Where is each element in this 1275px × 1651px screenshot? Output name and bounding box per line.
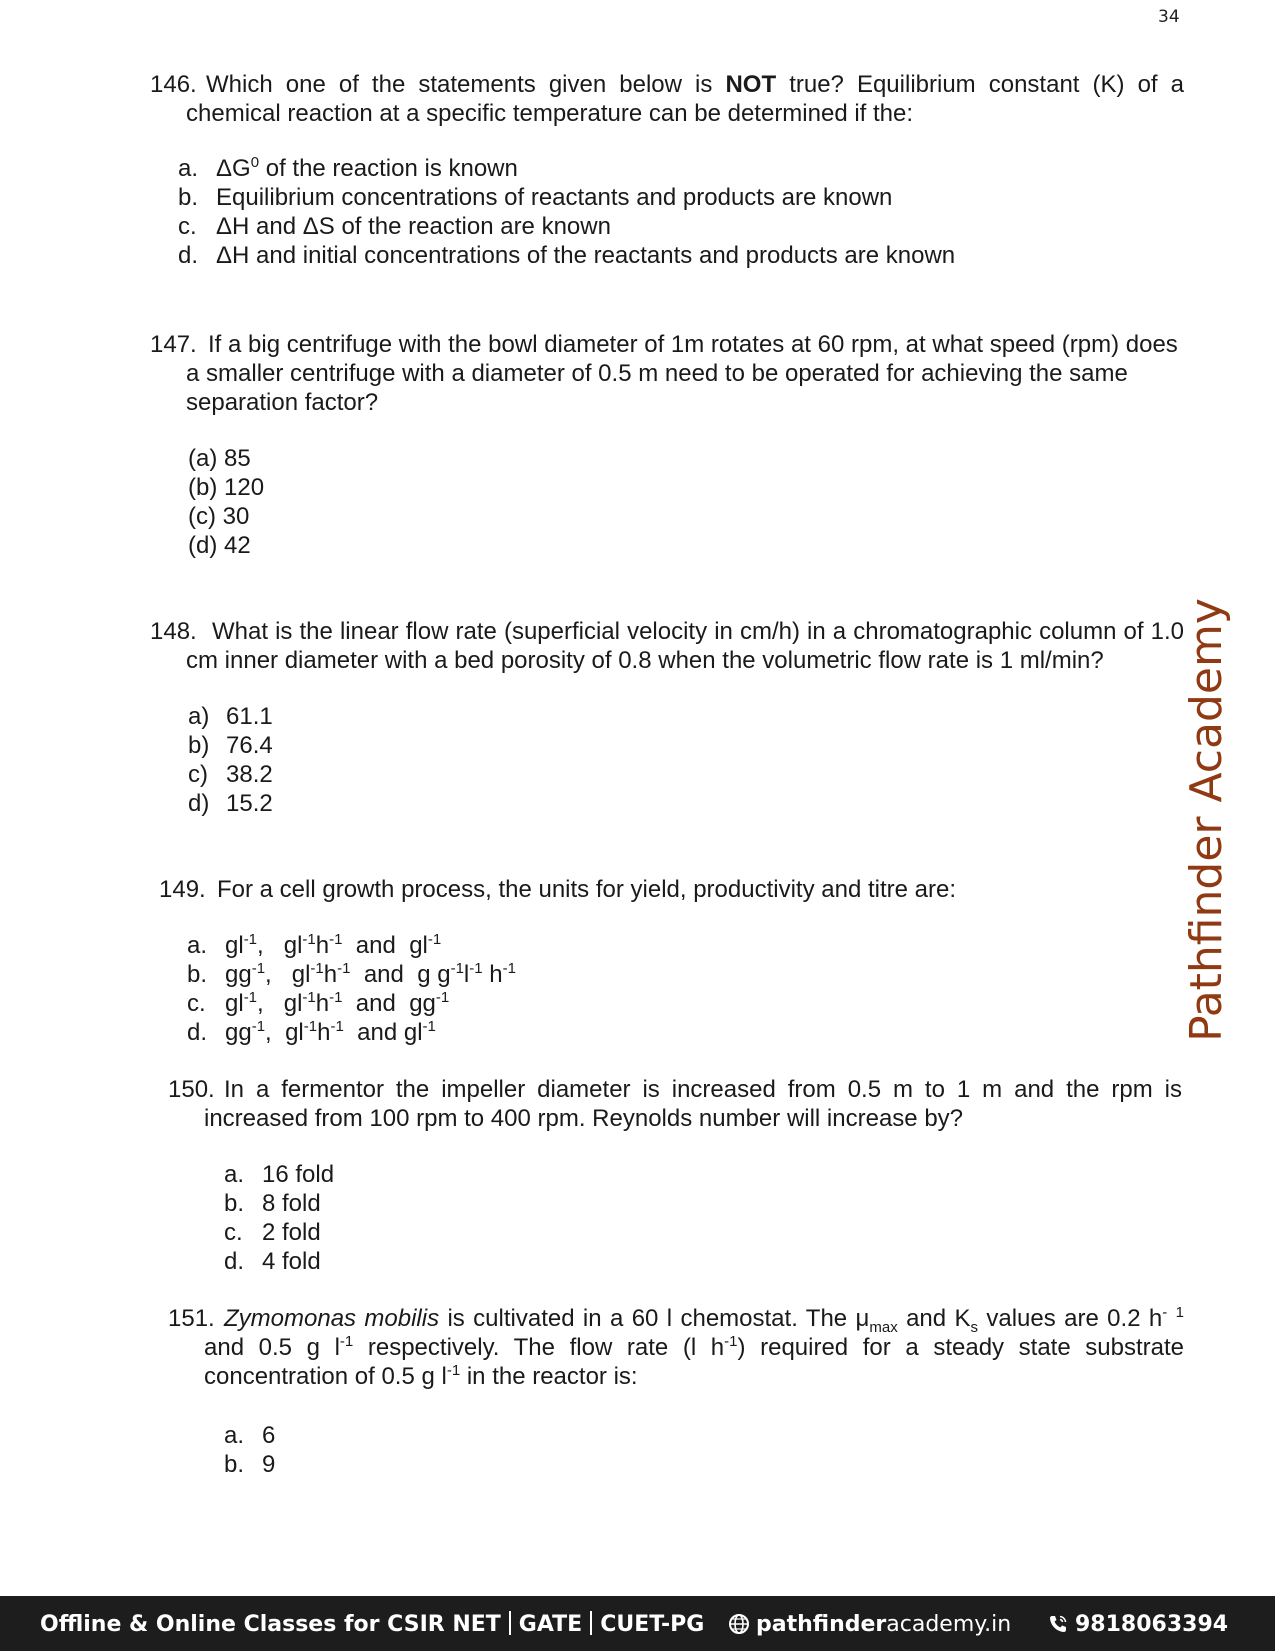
options-list xyxy=(178,154,1184,270)
question-150 xyxy=(168,1075,1182,1276)
footer-classes: Offline & Online Classes for CSIR NET GATE CUET-PG xyxy=(40,1612,705,1637)
question-number: 151. xyxy=(168,1305,215,1332)
option-d: d) 15.2 xyxy=(188,790,273,817)
page-number: 34 xyxy=(1158,7,1180,27)
question-148-stem: 148. What is the linear flow rate (superficial velocity in cm/h) in a chromatographic column of 1.0 cm inner diameter with a bed porosity of 0.8 when the volumetric flow rate is 1 ml/min? xyxy=(150,618,1184,674)
option-d: d. ΔH and initial concentrations of the reactants and products are known xyxy=(178,242,956,269)
footer-banner xyxy=(0,1596,1275,1651)
options-list xyxy=(188,702,1184,818)
option-d: (d) 42 xyxy=(188,532,251,559)
question-number: 150. xyxy=(168,1076,215,1103)
option-a: (a) 85 xyxy=(188,445,251,472)
question-146 xyxy=(150,70,1184,270)
option-a: a. 6 xyxy=(224,1422,276,1449)
footer-gate: GATE xyxy=(518,1612,583,1637)
question-150-stem: 150. In a fermentor the impeller diameter is increased from 0.5 m to 1 m and the rpm is increased from 100 rpm to 400 rpm. Reynolds number will increase by? xyxy=(168,1076,1182,1132)
emphasis-not: NOT xyxy=(725,71,777,98)
option-b: b. Equilibrium concentrations of reactants and products are known xyxy=(178,184,893,211)
question-151-stem: 151. Zymomonas mobilis is cultivated in a 60 l chemostat. The $\mu_{max}$ and $K_s$ values are 0.2 h- $^1$ and 0.5 g $l^{-1}$ respectively. The flow rate (l $h^{-1}$) required for a steady state substrate concentration of 0.5 g $l^{-1}$ in the reactor is: xyxy=(168,1304,1185,1390)
divider xyxy=(590,1611,592,1635)
watermark-brand: Pathfinder Academy xyxy=(1181,598,1232,1042)
question-151 xyxy=(168,1304,1184,1479)
options-list xyxy=(187,931,1179,1047)
question-148 xyxy=(150,617,1184,818)
question-147 xyxy=(150,330,1184,560)
option-c: c. $gl^{-1}$, $gl^{-1}h^{-1}$ and $gg^{-1}$ xyxy=(187,989,450,1017)
option-b: b. 9 xyxy=(224,1451,276,1478)
options-list xyxy=(188,444,1184,560)
question-147-stem: 147. If a big centrifuge with the bowl diameter of 1m rotates at 60 rpm, at what speed (rpm) does a smaller centrifuge with a diameter of 0.5 m need to be operated for achieving the same separation factor? xyxy=(150,331,1178,416)
question-number: 146. xyxy=(150,71,197,98)
divider xyxy=(509,1611,511,1635)
option-c: (c) 30 xyxy=(188,503,250,530)
option-b: (b) 120 xyxy=(188,474,265,501)
option-b: b. $gg^{-1}$, $gl^{-1}h^{-1}$ and g $g^{-1}l^{-1}$ $h^{-1}$ xyxy=(187,960,516,988)
option-b: b. 8 fold xyxy=(224,1190,321,1217)
question-146-stem: 146. Which one of the statements given below is NOT true? Equilibrium constant (K) of a chemical reaction at a specific temperature can be determined if the: xyxy=(150,71,1185,127)
footer-cuet: CUET-PG xyxy=(600,1612,705,1637)
question-149-stem: 149. For a cell growth process, the units for yield, productivity and titre are: xyxy=(159,876,956,903)
question-number: 147. xyxy=(150,331,197,358)
options-list xyxy=(224,1421,1184,1479)
species-name: Zymomonas mobilis xyxy=(224,1305,440,1332)
option-c: c) 38.2 xyxy=(188,761,273,788)
option-c: c. 2 fold xyxy=(224,1219,321,1246)
option-a: a) 61.1 xyxy=(188,703,273,730)
options-list xyxy=(224,1160,1182,1276)
option-b: b) 76.4 xyxy=(188,732,273,759)
option-a: a. $gl^{-1}$, $gl^{-1}h^{-1}$ and $gl^{-1}$ xyxy=(187,931,442,959)
footer-website[interactable]: pathfinderacademy.in xyxy=(728,1610,1011,1639)
option-d: d. 4 fold xyxy=(224,1248,321,1275)
option-c: c. ΔH and ΔS of the reaction are known xyxy=(178,213,611,240)
footer-phone[interactable]: 9818063394 xyxy=(1047,1610,1228,1639)
option-d: d. $gg^{-1}$, $gl^{-1}h^{-1}$ and $gl^{-1}$ xyxy=(187,1018,436,1046)
question-number: 149. xyxy=(159,876,206,903)
phone-icon xyxy=(1047,1613,1069,1635)
option-a: a. 16 fold xyxy=(224,1161,335,1188)
question-149 xyxy=(159,875,1179,1047)
option-a: a. $\Delta G^0$ of the reaction is known xyxy=(178,154,518,182)
question-number: 148. xyxy=(150,618,197,645)
globe-icon xyxy=(728,1613,750,1635)
